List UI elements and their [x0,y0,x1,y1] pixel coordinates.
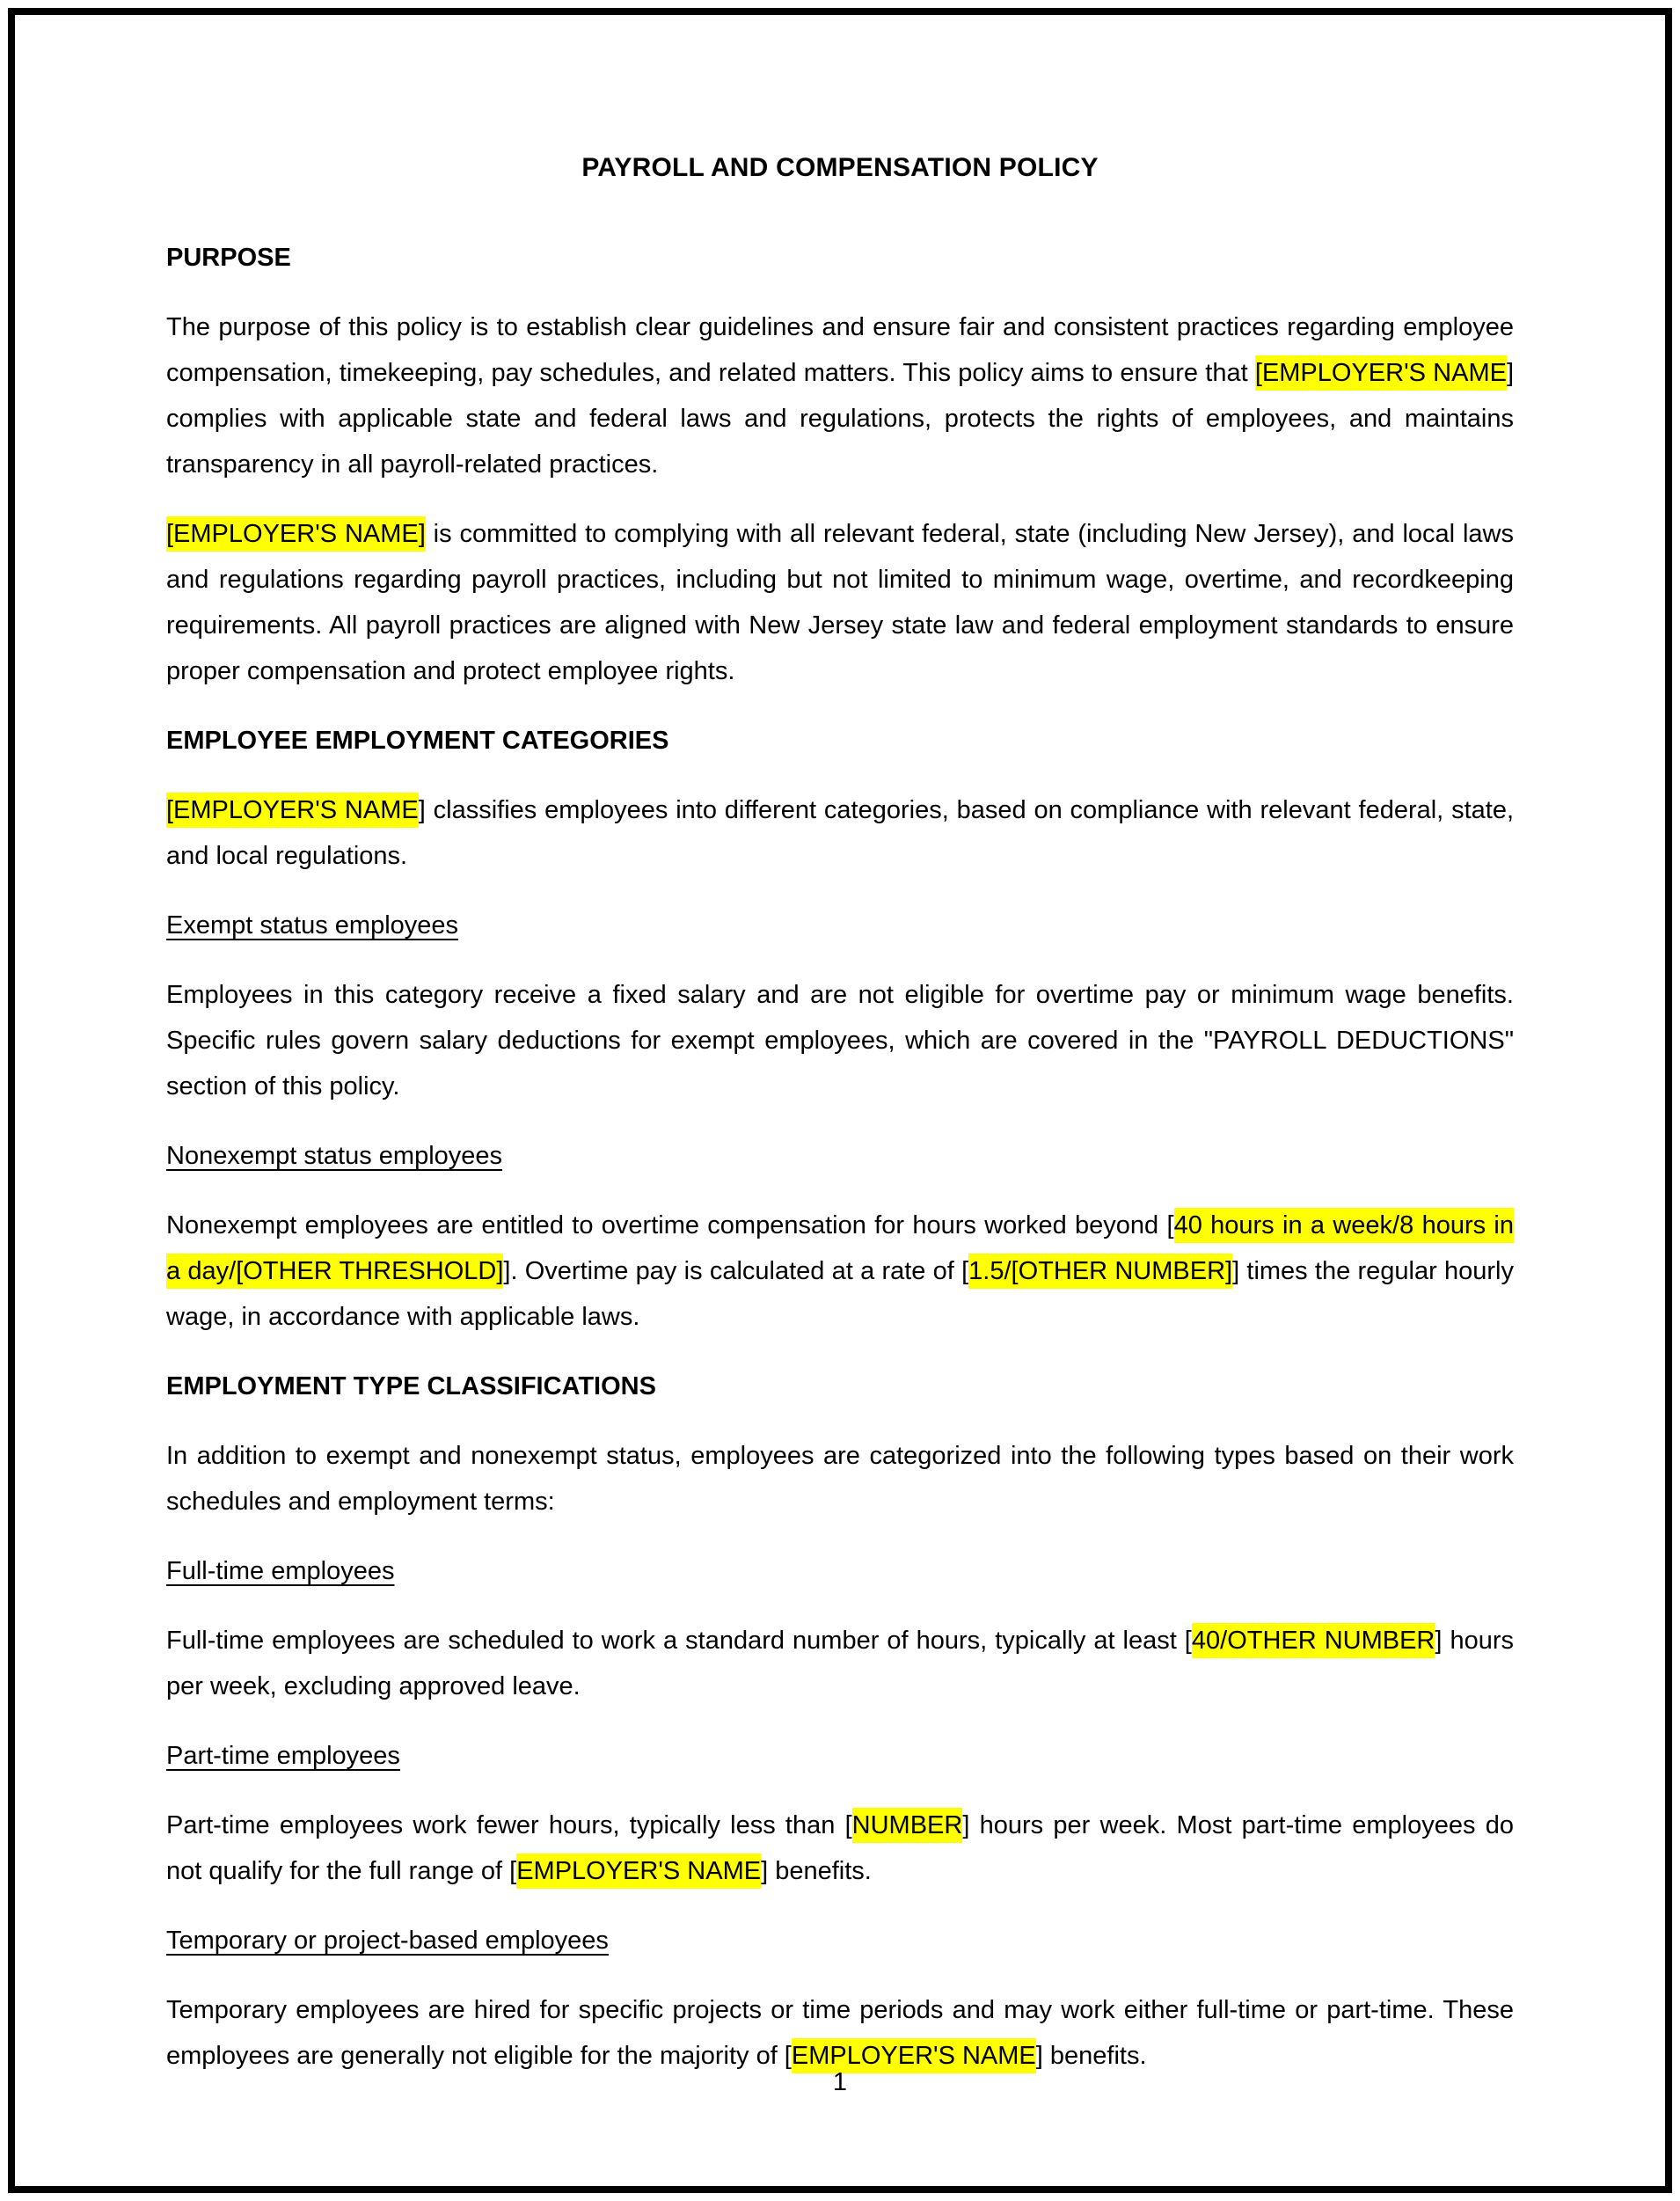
section-heading: EMPLOYEE EMPLOYMENT CATEGORIES [166,727,669,755]
highlighted-placeholder: 40 hours in a week/8 hours in a day/[OTHER THRESHOLD] [166,1208,1514,1289]
text-run: ] hours per week, excluding approved leave. [166,1627,1514,1700]
text-run: The purpose of this policy is to establish clear guidelines and ensure fair and consistent practices regarding employee compensation, timekeeping, pay schedules, and related matters. This policy aims to ensure that [166,313,1514,387]
document-content [15,15,1665,2079]
paragraph [166,1802,1514,1894]
text-run: ] benefits. [1035,2042,1147,2070]
highlighted-placeholder: NUMBER [852,1808,963,1843]
paragraph [166,511,1514,694]
paragraph [166,787,1514,879]
highlighted-placeholder: EMPLOYER'S NAME [792,2038,1036,2073]
highlighted-placeholder: 40/OTHER NUMBER [1192,1623,1435,1658]
section-heading: EMPLOYMENT TYPE CLASSIFICATIONS [166,1372,656,1400]
highlighted-placeholder: [EMPLOYER'S NAME [166,793,419,828]
text-run: Employees in this category receive a fixed salary and are not eligible for overtime pay or minimum wage benefits. Specific rules govern salary deductions for exempt employees, which are covered in the "PAYROLL DEDUCTIONS" section of this policy. [166,981,1514,1100]
subsection-heading: Full-time employees [166,1557,395,1585]
highlighted-placeholder: [EMPLOYER'S NAME] [166,516,426,552]
document-title: PAYROLL AND COMPENSATION POLICY [581,153,1099,182]
subsection-heading: Temporary or project-based employees [166,1927,609,1955]
text-run: Part-time employees work fewer hours, typically less than [ [166,1811,852,1839]
subsection-heading: Nonexempt status employees [166,1142,503,1170]
paragraph [166,972,1514,1109]
text-run: is committed to complying with all relevant federal, state (including New Jersey), and local laws and regulations regarding payroll practices, including but not limited to minimum wage, overtime, and recordkeeping requirements. All payroll practices are aligned with New Jersey state law and federal employment standards to ensure proper compensation and protect employee rights. [166,520,1514,685]
document-body [166,235,1514,2079]
subsection-heading: Part-time employees [166,1742,400,1770]
subsection-heading: Exempt status employees [166,911,459,940]
paragraph [166,1433,1514,1525]
text-run: ] classifies employees into different categories, based on compliance with relevant federal, state, and local regulations. [166,796,1515,870]
page-number: 1 [832,2068,848,2096]
paragraph [166,1618,1514,1709]
text-run: Full-time employees are scheduled to work a standard number of hours, typically at least [ [166,1627,1192,1655]
highlighted-placeholder: EMPLOYER'S NAME [516,1854,761,1889]
paragraph [166,1203,1514,1340]
text-run: ] benefits. [761,1857,872,1885]
section-heading: PURPOSE [166,244,291,272]
text-run: Nonexempt employees are entitled to overtime compensation for hours worked beyond [ [166,1211,1174,1239]
text-run: In addition to exempt and nonexempt status, employees are categorized into the following types based on their work schedules and employment terms: [166,1442,1514,1516]
highlighted-placeholder: 1.5/[OTHER NUMBER] [968,1254,1232,1289]
text-run: ]. Overtime pay is calculated at a rate of [ [503,1257,969,1285]
highlighted-placeholder: [EMPLOYER'S NAME [1255,355,1507,391]
text-run: Temporary employees are hired for specific projects or time periods and may work either full-time or part-time. These employees are generally not eligible for the majority of [ [166,1996,1514,2070]
page-border-frame [8,8,1672,2193]
text-run: ] times the regular hourly wage, in accordance with applicable laws. [166,1257,1514,1331]
text-run: ] hours per week. Most part-time employees do not qualify for the full range of [ [166,1811,1514,1885]
text-run: ] complies with applicable state and federal laws and regulations, protects the rights of employees, and maintains transparency in all payroll-related practices. [166,359,1515,479]
paragraph [166,304,1514,487]
